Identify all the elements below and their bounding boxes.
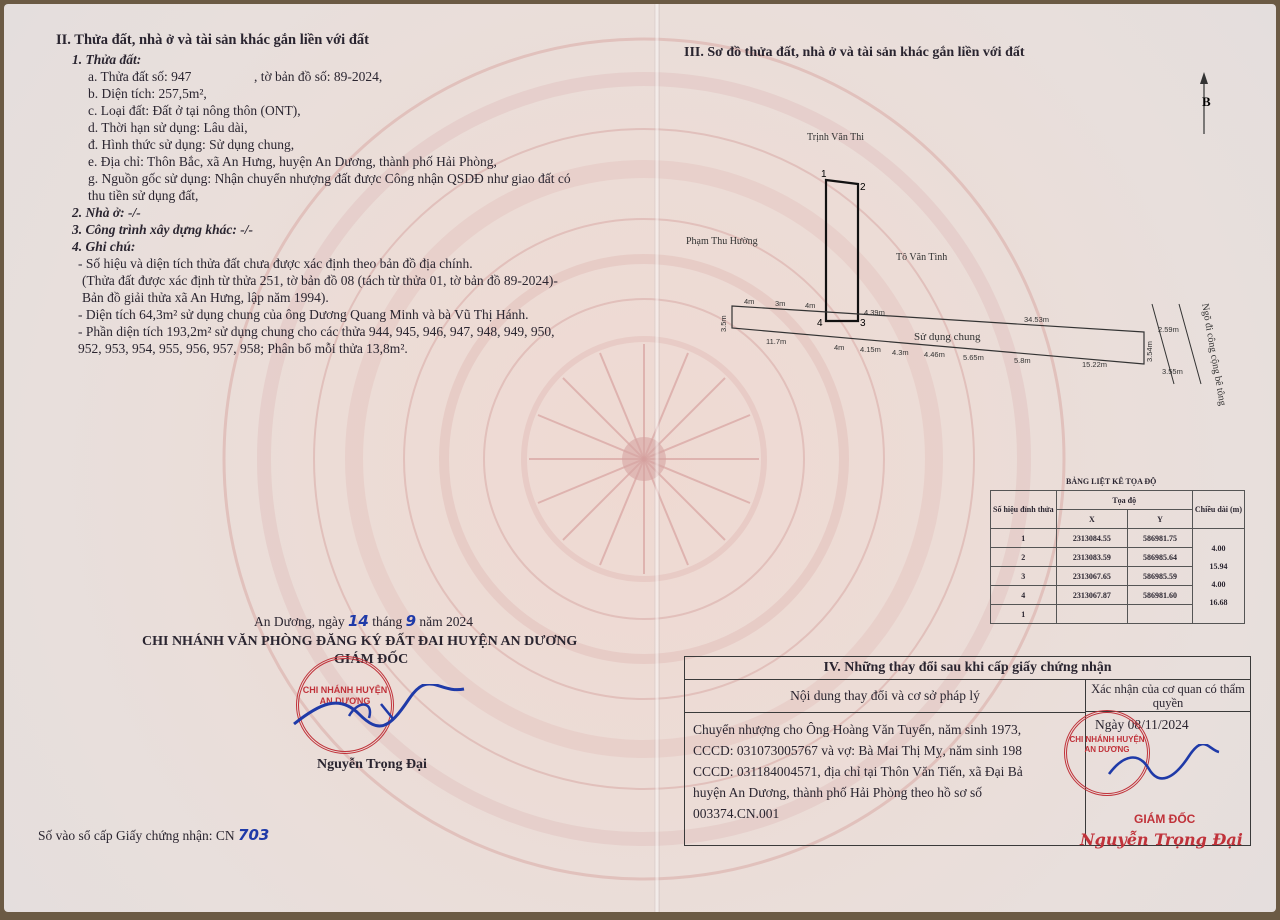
register-value: 703 bbox=[238, 826, 270, 844]
point-4-label: 4 bbox=[817, 318, 823, 329]
note-line-1: - Số hiệu và diện tích thửa đất chưa được xác định theo bản đồ địa chính. bbox=[78, 256, 473, 271]
dim-top-5: 34.53m bbox=[1024, 315, 1050, 324]
length-cell bbox=[1192, 529, 1244, 624]
coord-table-title: BẢNG LIỆT KÊ TỌA ĐỘ bbox=[1066, 477, 1157, 486]
point-3-label: 3 bbox=[860, 318, 866, 329]
parcel-address: e. Địa chỉ: Thôn Bắc, xã An Hưng, huyện An Dương, thành phố Hải Phòng, bbox=[88, 154, 497, 169]
col-y: Y bbox=[1128, 510, 1193, 529]
parcel-diagram bbox=[674, 64, 1274, 444]
section-3-title: III. Sơ đồ thửa đất, nhà ở và tài sản khác gắn liền với đất bbox=[684, 45, 1025, 60]
length-2: 15.94 bbox=[1209, 562, 1228, 571]
date-year: năm 2024 bbox=[419, 614, 474, 629]
date-prefix: An Dương, ngày bbox=[254, 614, 345, 629]
dim-bottom-7: 5.8m bbox=[1014, 356, 1031, 365]
row-x bbox=[1056, 605, 1127, 624]
parcel-boundary bbox=[826, 180, 858, 321]
row-y bbox=[1128, 605, 1193, 624]
row-id: 3 bbox=[991, 567, 1057, 586]
change-line-1: Chuyển nhượng cho Ông Hoàng Văn Tuyển, năm sinh 1973, bbox=[693, 722, 1022, 737]
register-number bbox=[38, 827, 269, 844]
note-line-3: Bản đồ giải thửa xã An Hưng, lập năm 1994). bbox=[82, 290, 329, 305]
handwritten-signature-right bbox=[1104, 744, 1224, 784]
col-x: X bbox=[1056, 510, 1127, 529]
change-entry bbox=[693, 719, 1113, 824]
dim-top-1: 4m bbox=[744, 297, 755, 306]
neighbor-road: Ngõ đi công cộng bê tông bbox=[1199, 302, 1228, 407]
use-term: d. Thời hạn sử dụng: Lâu dài, bbox=[88, 120, 248, 135]
seal-text-left: CHI NHÁNH HUYỆN AN DƯƠNG bbox=[302, 685, 388, 706]
row-x: 2313067.87 bbox=[1056, 586, 1127, 605]
use-form: đ. Hình thức sử dụng: Sử dụng chung, bbox=[88, 137, 295, 152]
date-month: 9 bbox=[405, 612, 417, 630]
notes-heading: 4. Ghi chú: bbox=[72, 239, 136, 254]
date-month-word: tháng bbox=[372, 614, 403, 629]
other-construction-heading: 3. Công trình xây dựng khác: -/- bbox=[72, 222, 253, 237]
note-line-2: (Thửa đất được xác định từ thửa 251, tờ bản đồ 08 (tách từ thửa 01, tờ bản đồ 89-2024)- bbox=[82, 273, 558, 288]
row-x: 2313067.65 bbox=[1056, 567, 1127, 586]
row-id: 4 bbox=[991, 586, 1057, 605]
row-x: 2313084.55 bbox=[1056, 529, 1127, 548]
col-point: Số hiệu đỉnh thửa bbox=[991, 491, 1057, 529]
land-type: c. Loại đất: Đất ở tại nông thôn (ONT), bbox=[88, 103, 301, 118]
row-id: 1 bbox=[991, 529, 1057, 548]
dim-bottom-9: 3.55m bbox=[1162, 367, 1183, 376]
house-heading: 2. Nhà ở: -/- bbox=[72, 205, 141, 220]
row-x: 2313083.59 bbox=[1056, 548, 1127, 567]
dim-top-4: 4.39m bbox=[864, 308, 885, 317]
row-y: 586985.64 bbox=[1128, 548, 1193, 567]
dim-side-1: 3.5m bbox=[719, 315, 728, 332]
col-length: Chiều dài (m) bbox=[1192, 491, 1244, 529]
dim-bottom-2: 4m bbox=[834, 343, 845, 352]
date-day: 14 bbox=[347, 612, 369, 630]
change-line-4: huyện An Dương, thành phố Hải Phòng theo hồ sơ số bbox=[693, 785, 982, 800]
certificate-sheet bbox=[4, 4, 1276, 912]
dim-top-3: 4m bbox=[805, 301, 816, 310]
map-sheet-number: , tờ bản đồ số: 89-2024, bbox=[254, 69, 383, 84]
dim-bottom-1: 11.7m bbox=[766, 337, 787, 346]
change-line-3: CCCD: 031184004571, địa chỉ tại Thôn Văn Tiến, xã Đại Bả bbox=[693, 764, 1023, 779]
signing-date bbox=[254, 613, 473, 630]
length-4: 16.68 bbox=[1209, 598, 1228, 607]
use-origin-line1: g. Nguồn gốc sử dụng: Nhận chuyển nhượng đất được Công nhận QSDĐ như giao đất có bbox=[88, 171, 571, 186]
note-line-4: - Diện tích 64,3m² sử dụng chung của ông Dương Quang Minh và bà Vũ Thị Hánh. bbox=[78, 307, 529, 322]
table-row bbox=[991, 529, 1245, 548]
seal-text-right: CHI NHÁNH HUYỆN AN DƯƠNG bbox=[1069, 735, 1145, 754]
point-1-label: 1 bbox=[821, 169, 827, 180]
director-title-right: GIÁM ĐỐC bbox=[1134, 812, 1196, 826]
land-parcel-heading: 1. Thửa đất: bbox=[72, 52, 142, 67]
changes-col-content: Nội dung thay đổi và cơ sở pháp lý bbox=[685, 680, 1086, 713]
dim-bottom-4: 4.3m bbox=[892, 348, 909, 357]
row-id: 2 bbox=[991, 548, 1057, 567]
neighbor-left: Phạm Thu Hường bbox=[686, 236, 758, 247]
col-coord: Tọa độ bbox=[1056, 491, 1192, 510]
change-line-5: 003374.CN.001 bbox=[693, 806, 780, 821]
dim-bottom-8: 15.22m bbox=[1082, 360, 1108, 369]
north-label: B bbox=[1202, 94, 1211, 109]
parcel-number: a. Thửa đất số: 947 bbox=[88, 69, 192, 84]
north-arrow-icon bbox=[1200, 72, 1211, 134]
row-y: 586981.75 bbox=[1128, 529, 1193, 548]
issuing-office: CHI NHÁNH VĂN PHÒNG ĐĂNG KÝ ĐẤT ĐAI HUYỆN AN DƯƠNG bbox=[142, 634, 578, 649]
changes-col-confirm: Xác nhận của cơ quan có thẩm quyền bbox=[1086, 680, 1250, 712]
dim-side-2: 3.54m bbox=[1145, 341, 1154, 362]
row-y: 586981.60 bbox=[1128, 586, 1193, 605]
length-3: 4.00 bbox=[1211, 580, 1226, 589]
dim-bottom-5: 4.46m bbox=[924, 350, 945, 359]
neighbor-right: Tô Văn Tình bbox=[896, 252, 948, 263]
change-date: Ngày 08/11/2024 bbox=[1095, 717, 1189, 732]
dim-top-6: 2.59m bbox=[1158, 325, 1179, 334]
page-fold bbox=[654, 4, 660, 912]
note-line-5: - Phần diện tích 193,2m² sử dụng chung cho các thửa 944, 945, 946, 947, 948, 949, 950, bbox=[78, 324, 555, 339]
section-2-title: II. Thửa đất, nhà ở và tài sản khác gắn liền với đất bbox=[56, 32, 369, 48]
use-origin-line2: thu tiền sử dụng đất, bbox=[88, 188, 199, 203]
length-1: 4.00 bbox=[1211, 544, 1226, 553]
row-y: 586985.59 bbox=[1128, 567, 1193, 586]
dim-bottom-6: 5.65m bbox=[963, 353, 984, 362]
section-4-title: IV. Những thay đổi sau khi cấp giấy chứng nhận bbox=[685, 657, 1250, 680]
signer-name-right: Nguyễn Trọng Đại bbox=[1080, 830, 1243, 849]
shared-use-label: Sử dụng chung bbox=[914, 331, 981, 343]
coordinate-table bbox=[990, 490, 1245, 624]
dim-bottom-3: 4.15m bbox=[860, 345, 881, 354]
neighbor-top: Trịnh Văn Thi bbox=[807, 132, 865, 143]
point-2-label: 2 bbox=[860, 182, 866, 193]
register-label: Số vào sổ cấp Giấy chứng nhận: CN bbox=[38, 828, 235, 843]
handwritten-signature-left bbox=[289, 684, 469, 734]
row-id: 1 bbox=[991, 605, 1057, 624]
change-line-2: CCCD: 031073005767 và vợ: Bà Mai Thị Mỵ, năm sinh 198 bbox=[693, 743, 1023, 758]
signer-name-left: Nguyễn Trọng Đại bbox=[317, 757, 427, 772]
dim-top-2: 3m bbox=[775, 299, 786, 308]
parcel-area: b. Diện tích: 257,5m², bbox=[88, 86, 207, 101]
note-line-6: 952, 953, 954, 955, 956, 957, 958; Phân bổ mỗi thửa 13,8m². bbox=[78, 341, 408, 356]
director-title: GIÁM ĐỐC bbox=[334, 652, 409, 667]
